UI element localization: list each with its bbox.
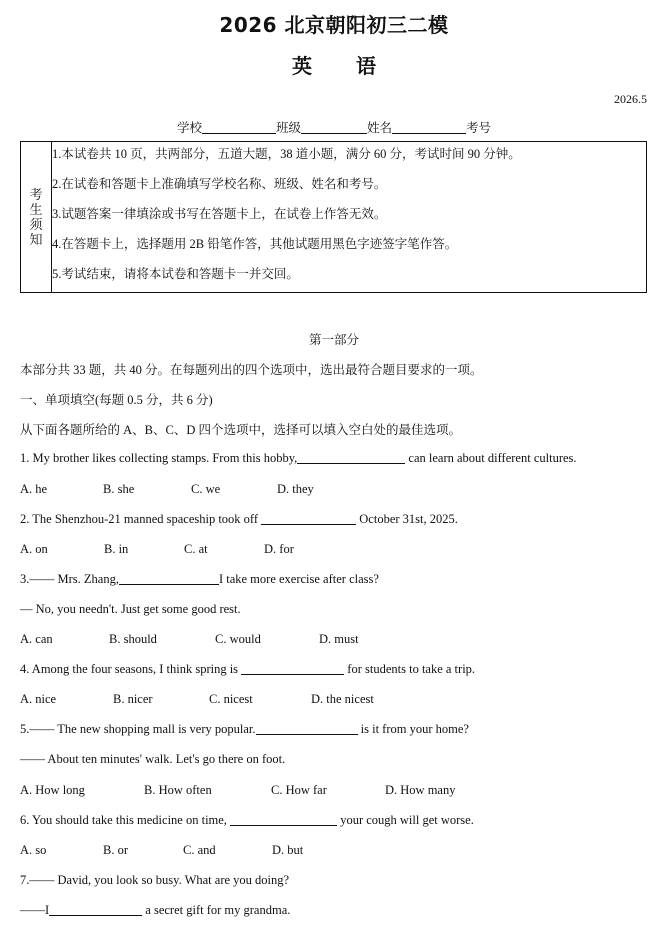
notice-item: 1.本试卷共 10 页，共两部分，五道大题，38 道小题，满分 60 分，考试时间 90 分钟。 xyxy=(52,147,521,161)
exam-title: 2026 北京朝阳初三二模 xyxy=(219,13,449,37)
notice-items xyxy=(52,142,647,293)
notice-label-char: 生 xyxy=(29,202,43,217)
option-c: C. and xyxy=(183,843,216,857)
option-b: B. How often xyxy=(144,783,212,797)
notice-item: 3.试题答案一律填涂或书写在答题卡上，在试卷上作答无效。 xyxy=(52,207,387,221)
option-c: C. nicest xyxy=(209,692,253,706)
class-label: 班级 xyxy=(275,121,301,135)
school-label: 学校 xyxy=(176,121,202,135)
notice-label xyxy=(21,142,52,293)
option-a: A. on xyxy=(20,542,48,556)
notice-label-char: 考 xyxy=(29,187,43,202)
answer-blank xyxy=(241,674,344,675)
question-7-reply xyxy=(20,903,290,918)
answer-blank xyxy=(119,584,219,585)
question-3-text-end: I take more exercise after class? xyxy=(218,572,379,586)
exam-number-label: 考号 xyxy=(466,121,492,135)
subject-title xyxy=(0,50,668,79)
question-5 xyxy=(20,722,469,737)
option-a: A. he xyxy=(20,482,48,496)
question-6-text-end: your cough will get worse. xyxy=(337,813,474,827)
question-7-reply-end: a secret gift for my grandma. xyxy=(142,903,291,917)
question-7-reply-start: ——I xyxy=(20,903,50,917)
question-5-text-end: is it from your home? xyxy=(357,722,469,736)
option-d: D. How many xyxy=(385,783,456,797)
option-d: D. they xyxy=(277,482,314,496)
question-1-text: 1. My brother likes collecting stamps. From this hobby, xyxy=(20,451,298,465)
name-blank xyxy=(392,133,466,134)
option-c: C. would xyxy=(215,632,261,646)
question-3-options xyxy=(20,632,359,647)
exam-date: 2026.5 xyxy=(614,92,647,106)
option-b: B. or xyxy=(103,843,128,857)
option-d: D. for xyxy=(264,542,294,556)
answer-blank xyxy=(297,463,405,464)
question-1-options xyxy=(20,482,314,497)
answer-blank xyxy=(49,915,142,916)
question-2-text: 2. The Shenzhou-21 manned spaceship took off xyxy=(20,512,262,526)
question-6-text: 6. You should take this medicine on time, xyxy=(20,813,231,827)
subject-char-2: 语 xyxy=(356,54,376,78)
question-7: 7.—— David, you look so busy. What are you doing? xyxy=(20,873,290,887)
part-description: 本部分共 33 题，共 40 分。在每题列出的四个选项中，选出最符合题目要求的一项。 xyxy=(20,363,483,377)
question-5-options xyxy=(20,783,455,798)
question-4-text-end: for students to take a trip. xyxy=(344,662,476,676)
name-label: 姓名 xyxy=(367,121,393,135)
question-2-options xyxy=(20,542,294,557)
class-blank xyxy=(301,133,367,134)
option-c: C. How far xyxy=(271,783,327,797)
notice-item: 5.考试结束，请将本试卷和答题卡一并交回。 xyxy=(52,267,299,281)
notice-label-char: 须 xyxy=(29,217,43,232)
option-b: B. she xyxy=(103,482,135,496)
answer-blank xyxy=(261,524,356,525)
notice-item: 2.在试卷和答题卡上准确填写学校名称、班级、姓名和考号。 xyxy=(52,177,387,191)
question-1 xyxy=(20,451,577,466)
exam-notice-box xyxy=(20,141,647,293)
option-a: A. nice xyxy=(20,692,57,706)
option-b: B. should xyxy=(109,632,157,646)
question-4 xyxy=(20,662,475,677)
answer-blank xyxy=(256,734,358,735)
option-b: B. in xyxy=(104,542,129,556)
question-3-reply: — No, you needn't. Just get some good rest. xyxy=(20,602,241,616)
question-6 xyxy=(20,813,474,828)
option-d: D. but xyxy=(272,843,304,857)
question-2 xyxy=(20,512,458,527)
school-blank xyxy=(202,133,276,134)
question-5-text: 5.—— The new shopping mall is very popular. xyxy=(20,722,256,736)
option-a: A. so xyxy=(20,843,47,857)
question-4-options xyxy=(20,692,374,707)
question-1-text-end: can learn about different cultures. xyxy=(405,451,577,465)
question-3 xyxy=(20,572,379,587)
option-c: C. at xyxy=(184,542,208,556)
option-c: C. we xyxy=(191,482,221,496)
option-d: D. must xyxy=(319,632,359,646)
section-heading: 一、单项填空(每题 0.5 分，共 6 分) xyxy=(20,393,213,407)
question-5-reply: —— About ten minutes' walk. Let's go there on foot. xyxy=(20,752,286,766)
notice-item: 4.在答题卡上，选择题用 2B 铅笔作答，其他试题用黑色字迹签字笔作答。 xyxy=(52,237,458,251)
answer-blank xyxy=(230,825,337,826)
notice-label-char: 知 xyxy=(29,232,43,247)
option-b: B. nicer xyxy=(113,692,153,706)
part-title: 第一部分 xyxy=(308,333,359,347)
option-d: D. the nicest xyxy=(311,692,374,706)
question-2-text-end: October 31st, 2025. xyxy=(356,512,458,526)
question-6-options xyxy=(20,843,303,858)
option-a: A. can xyxy=(20,632,53,646)
student-info-row xyxy=(0,118,668,136)
option-a: A. How long xyxy=(20,783,85,797)
section-instruction: 从下面各题所给的 A、B、C、D 四个选项中，选择可以填入空白处的最佳选项。 xyxy=(20,423,461,437)
question-3-text: 3.—— Mrs. Zhang, xyxy=(20,572,119,586)
question-4-text: 4. Among the four seasons, I think spring is xyxy=(20,662,242,676)
subject-char-1: 英 xyxy=(292,54,312,78)
